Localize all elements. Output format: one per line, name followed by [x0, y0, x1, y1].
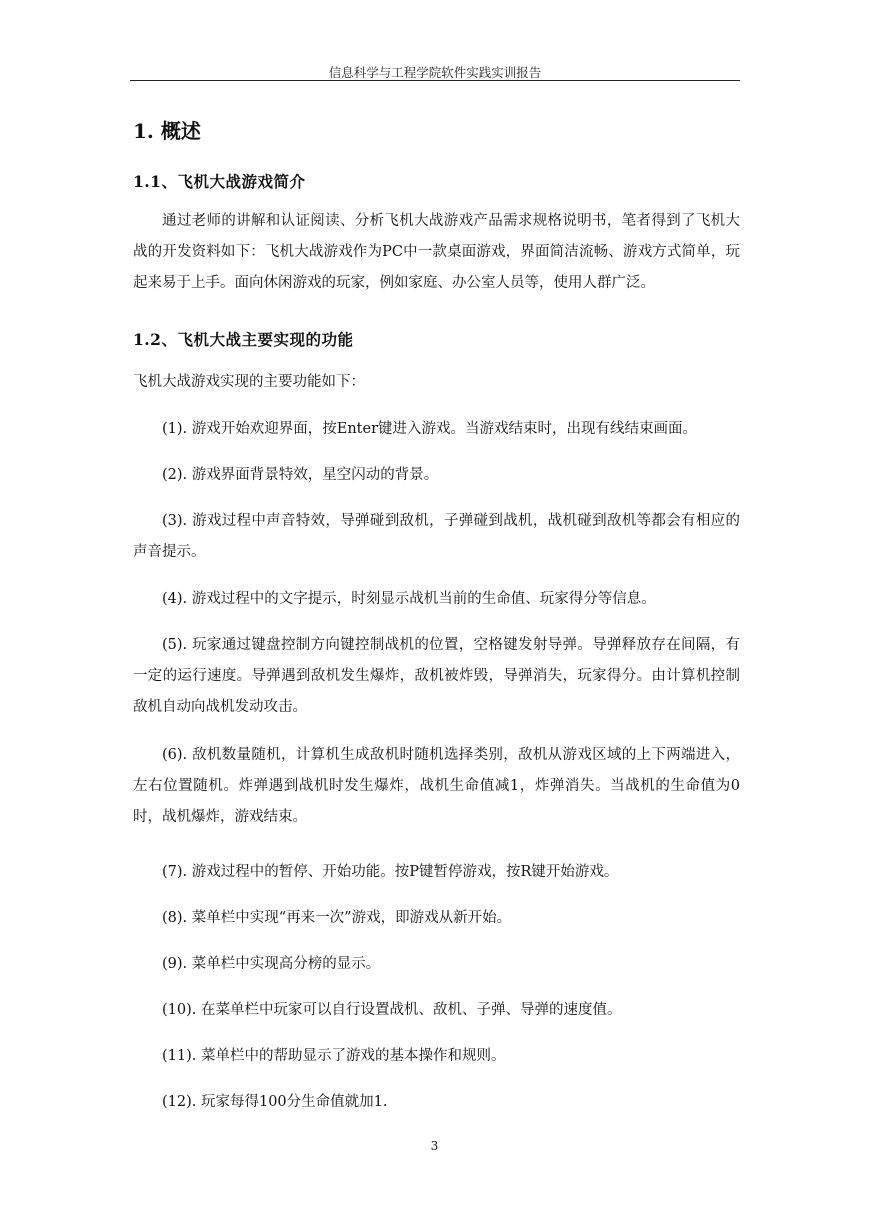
feature-item: (6). 敌机数量随机，计算机生成敌机时随机选择类别，敌机从游戏区域的上下两端进入，左右位置随机。炸弹遇到战机时发生爆炸，战机生命值减1，炸弹消失。当战机的生命值为0时，战机爆炸，游戏结束。: [133, 747, 740, 825]
section-heading-1-1: 1.1、飞机大战游戏简介: [133, 172, 306, 191]
feature-item: (11). 菜单栏中的帮助显示了游戏的基本操作和规则。: [162, 1048, 506, 1064]
feature-item: (10). 在菜单栏中玩家可以自行设置战机、敌机、子弹、导弹的速度值。: [162, 1002, 622, 1018]
section-1-2-intro: 飞机大战游戏实现的主要功能如下：: [133, 374, 365, 390]
header-divider: [130, 80, 740, 81]
feature-item: (5). 玩家通过键盘控制方向键控制战机的位置，空格键发射导弹。导弹释放存在间隔，有一定的运行速度。导弹遇到敌机发生爆炸，敌机被炸毁，导弹消失，玩家得分。由计算机控制敌机自动向战机发动攻击。: [133, 637, 740, 715]
feature-item: (9). 菜单栏中实现高分榜的显示。: [162, 956, 381, 972]
feature-item: (3). 游戏过程中声音特效，导弹碰到敌机，子弹碰到战机，战机碰到敌机等都会有相应的声音提示。: [133, 513, 740, 560]
page-header-title: 信息科学与工程学院软件实践实训报告: [328, 65, 542, 80]
feature-item: (2). 游戏界面背景特效，星空闪动的背景。: [162, 467, 439, 483]
feature-item: (7). 游戏过程中的暂停、开始功能。按P键暂停游戏，按R键开始游戏。: [162, 864, 619, 880]
feature-item: (12). 玩家每得100分生命值就加1.: [162, 1094, 388, 1110]
feature-item: (8). 菜单栏中实现“再来一次”游戏，即游戏从新开始。: [162, 910, 512, 926]
page-number: 3: [430, 1139, 439, 1153]
feature-item: (4). 游戏过程中的文字提示，时刻显示战机当前的生命值、玩家得分等信息。: [162, 591, 656, 607]
section-1-1-paragraph: 通过老师的讲解和认证阅读、分析飞机大战游戏产品需求规格说明书，笔者得到了飞机大战的开发资料如下：飞机大战游戏作为PC中一款桌面游戏，界面简洁流畅、游戏方式简单，玩起来易于上手。面向休闲游戏的玩家，例如家庭、办公室人员等，使用人群广泛。: [133, 213, 740, 291]
feature-item: (1). 游戏开始欢迎界面，按Enter键进入游戏。当游戏结束时，出现有线结束画面。: [162, 421, 698, 437]
section-heading-1-2: 1.2、飞机大战主要实现的功能: [133, 330, 354, 349]
section-heading-1: 1. 概述: [133, 119, 201, 143]
